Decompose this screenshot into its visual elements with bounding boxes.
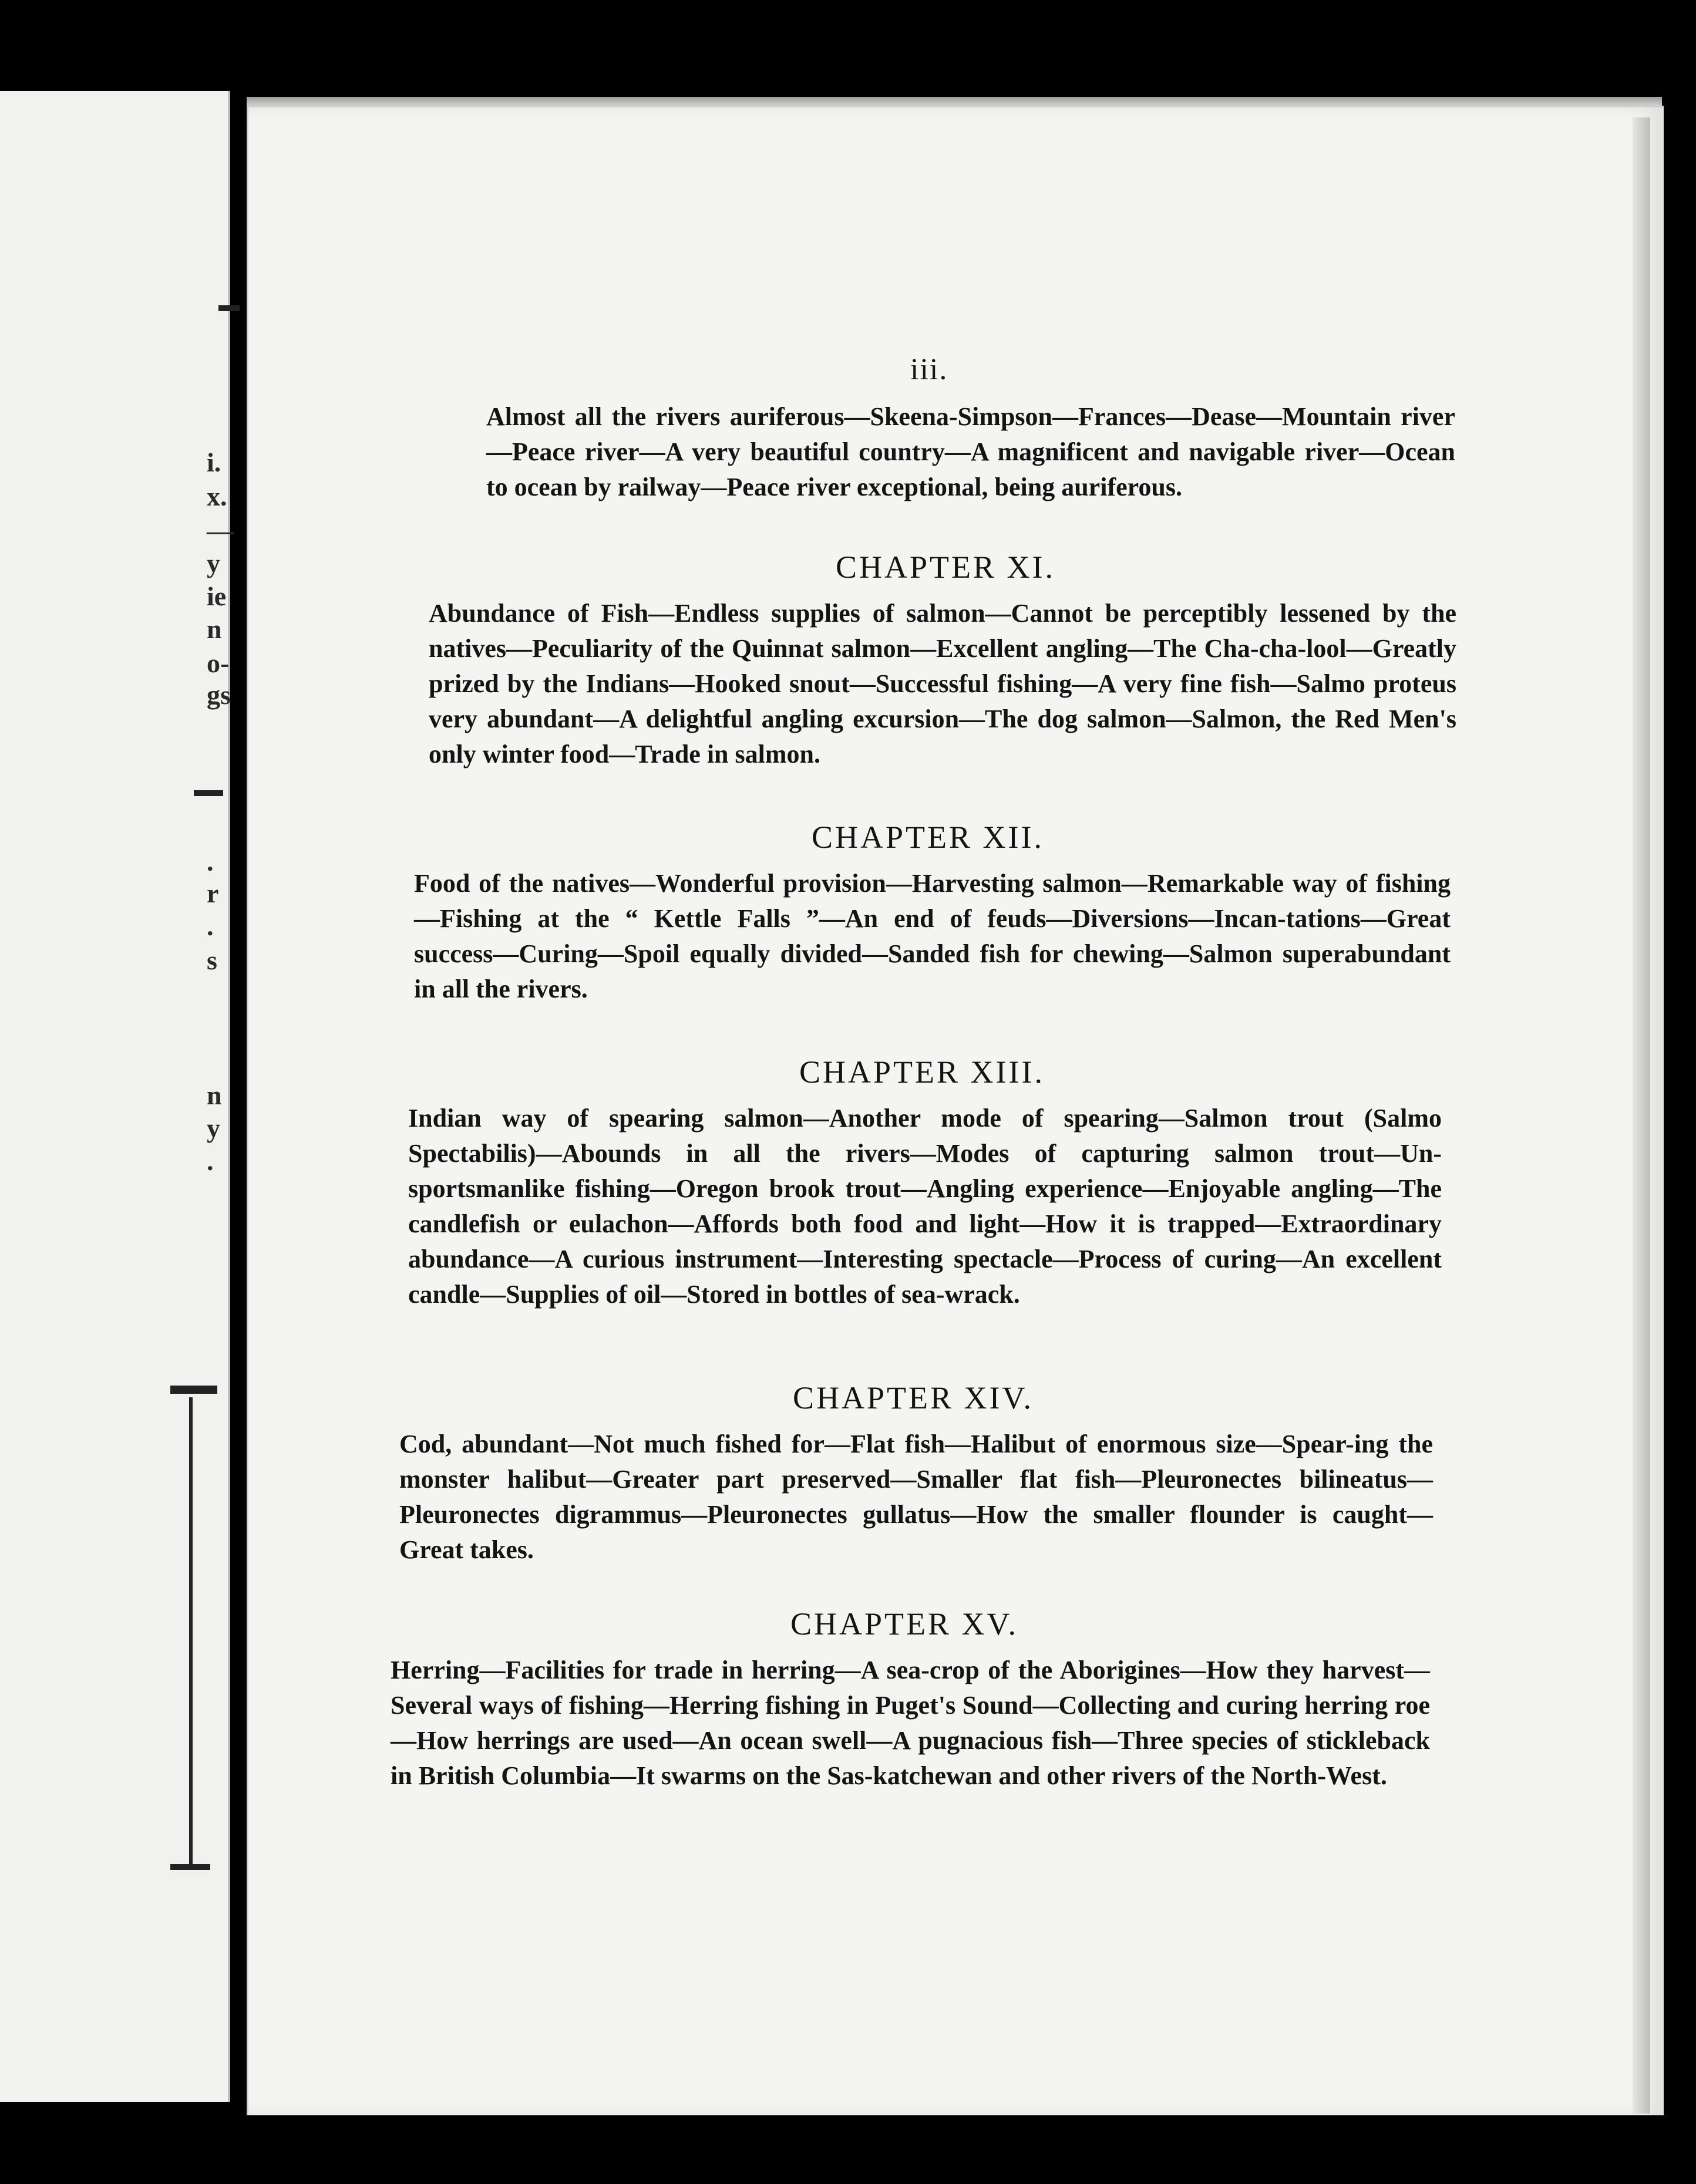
chapter-xiii-summary: Indian way of spearing salmon—Another mode of spearing—Salmon trout (Salmo Spectabilis)—Abounds in all the rivers—Modes of capturing salmon trout—Un-sportsmanlike fishing—Oregon brook trout—Angling experience—Enjoyable angling—The candlefish or eulachon—Affords both food and light—How it is trapped—Extraordinary abundance—A curious instrument—Interesting spectacle—Process of curing—An excellent candle—Supplies of oil—Stored in bottles of sea-wrack. — [408, 1104, 1442, 1309]
left-page-fragment: n — [207, 614, 222, 644]
chapter-xii-summary: Food of the natives—Wonderful provision—Harvesting salmon—Remarkable way of fishing—Fishing at the “ Kettle Falls ”—An end of feuds—Diversions—Incan-tations—Great success—Curing—Spoil equally divided—Sanded fish for chewing—Salmon superabundant in all the rivers. — [414, 869, 1451, 1003]
left-page-fragment: x. — [207, 481, 227, 511]
chapter-heading-xii: CHAPTER XII. — [812, 820, 1044, 855]
page-side-edge — [1633, 117, 1650, 2114]
left-page-fragment: gs — [207, 680, 231, 710]
chapter-heading-xi: CHAPTER XI. — [835, 550, 1055, 585]
chapter-heading-xiii: CHAPTER XIII. — [799, 1054, 1045, 1090]
binding-mark — [170, 1864, 210, 1870]
intro-paragraph: Almost all the rivers auriferous—Skeena-Simpson—Frances—Dease—Mountain river—Peace river—A very beautiful country—A magnificent and navigable river—Ocean to ocean by railway—Peace river exceptional, being auriferous. — [486, 402, 1455, 501]
left-page-fragment: ie — [207, 581, 227, 611]
binding-mark — [218, 305, 240, 311]
left-page-fragment: n — [207, 1080, 222, 1110]
binding-mark — [194, 790, 223, 796]
chapter-xv-summary: Herring—Facilities for trade in herring—A sea-crop of the Aborigines—How they harvest—Several ways of fishing—Herring fishing in Puget's Sound—Collecting and curing herring roe—How herrings are used—An ocean swell—A pugnacious fish—Three species of stickleback in British Columbia—It swarms on the Sas-katchewan and other rivers of the North-West. — [391, 1656, 1430, 1790]
binding-mark — [170, 1386, 217, 1394]
chapter-xiv-summary: Cod, abundant—Not much fished for—Flat fish—Halibut of enormous size—Spear-ing the monster halibut—Greater part preserved—Smaller flat fish—Pleuronectes bilineatus—Pleuronectes digrammus—Pleuronectes gullatus—How the smaller flounder is caught—Great takes. — [399, 1430, 1433, 1564]
left-page-fragment: i. — [207, 447, 221, 477]
page-number: iii. — [910, 353, 948, 386]
left-page-fragment: — — [207, 515, 234, 545]
left-page-fragment: . — [207, 1146, 214, 1176]
left-page — [0, 91, 234, 2102]
left-page-fragment: . — [207, 847, 214, 877]
binding-thread — [189, 1397, 193, 1867]
chapter-heading-xiv: CHAPTER XIV. — [792, 1380, 1034, 1415]
left-page-fragment: s — [207, 945, 217, 975]
left-page-fragment: . — [207, 911, 214, 941]
chapter-xi-summary: Abundance of Fish—Endless supplies of salmon—Cannot be perceptibly lessened by the natives—Peculiarity of the Quinnat salmon—Excellent angling—The Cha-cha-lool—Greatly prized by the Indians—Hooked snout—Successful fishing—A very fine fish—Salmo proteus very abundant—A delightful angling excursion—The dog salmon—Salmon, the Red Men's only winter food—Trade in salmon. — [429, 599, 1456, 769]
chapter-heading-xv: CHAPTER XV. — [790, 1606, 1019, 1642]
left-page-fragment: y — [207, 1113, 220, 1143]
left-page-fragment: r — [207, 878, 219, 908]
left-page-fragment: o- — [207, 648, 230, 678]
left-page-fragment: y — [207, 548, 220, 578]
